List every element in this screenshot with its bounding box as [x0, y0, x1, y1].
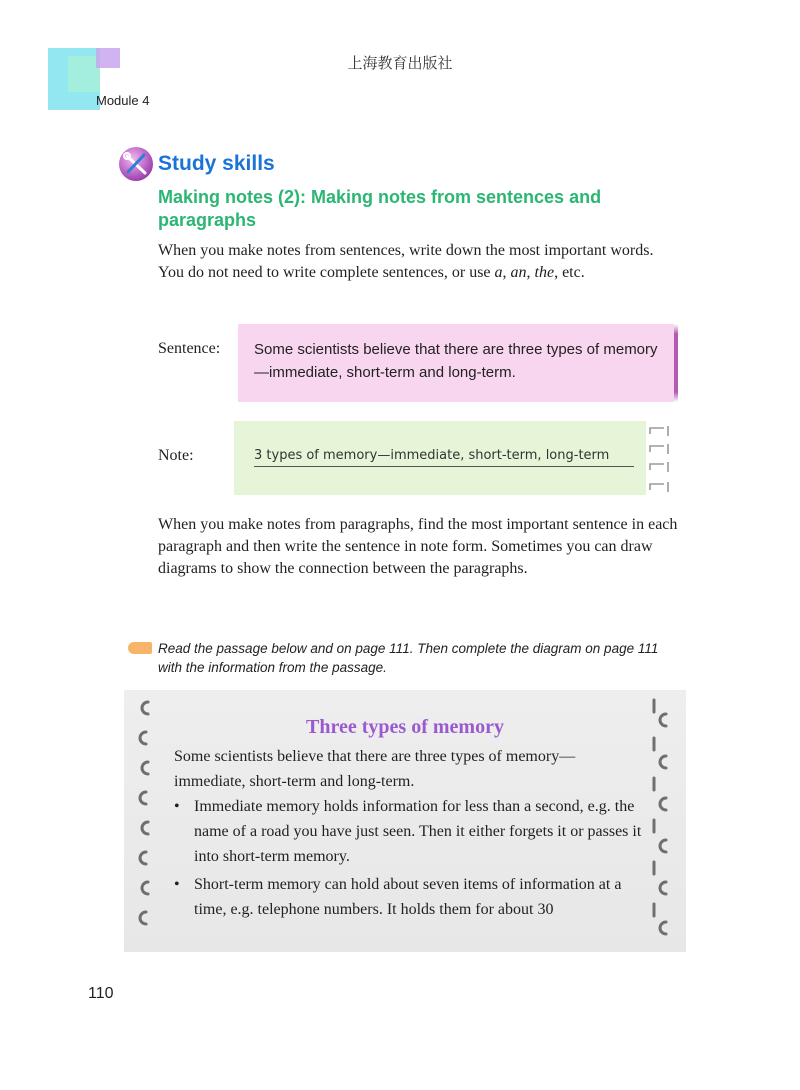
sentence-example-text: Some scientists believe that there are three types of memory—immediate, short-term and long-term. [254, 341, 658, 381]
note-example-text: 3 types of memory—immediate, short-term, long-term [254, 448, 634, 467]
list-item: • Short-term memory can hold about seven items of information at a time, e.g. telephone numbers. It holds them for about 30 [174, 872, 652, 922]
passage-bullet-list [174, 794, 652, 925]
page-number: 110 [88, 985, 114, 1002]
list-item: • Immediate memory holds information for less than a second, e.g. the name of a road you have just seen. Then it either forgets it or passes it into short-term memory. [174, 794, 652, 869]
article-a: a [494, 264, 503, 281]
intro-paragraph: When you make notes from sentences, write down the most important words. You do not need to write complete sentences, or use a, an, the, etc. [158, 242, 654, 281]
sentence-label: Sentence: [158, 340, 221, 357]
passage-intro: Some scientists believe that there are three types of memory—immediate, short-term and long-term. [174, 748, 576, 790]
instruction-tab-icon [128, 642, 152, 654]
note-label: Note: [158, 447, 194, 464]
article-the: the [534, 264, 555, 281]
section-title: Study skills [158, 152, 275, 175]
module-label: Module 4 [96, 93, 150, 108]
publisher-name: 上海教育出版社 [347, 54, 453, 72]
passage-title: Three types of memory [306, 716, 504, 738]
binding-marks-icon [646, 424, 676, 494]
section-subheading: Making notes (2): Making notes from sentences and paragraphs [158, 187, 602, 230]
tools-icon [118, 146, 154, 182]
paragraph-notes-text: When you make notes from paragraphs, find the most important sentence in each paragraph and then write the sentence in note form. Sometimes you can draw diagrams to show the connection between the paragraphs. [158, 516, 678, 577]
sentence-example-box [238, 324, 678, 402]
instruction-text: Read the passage below and on page 111. Then complete the diagram on page 111 with the information from the passage. [158, 641, 659, 675]
article-an: an [510, 264, 527, 281]
